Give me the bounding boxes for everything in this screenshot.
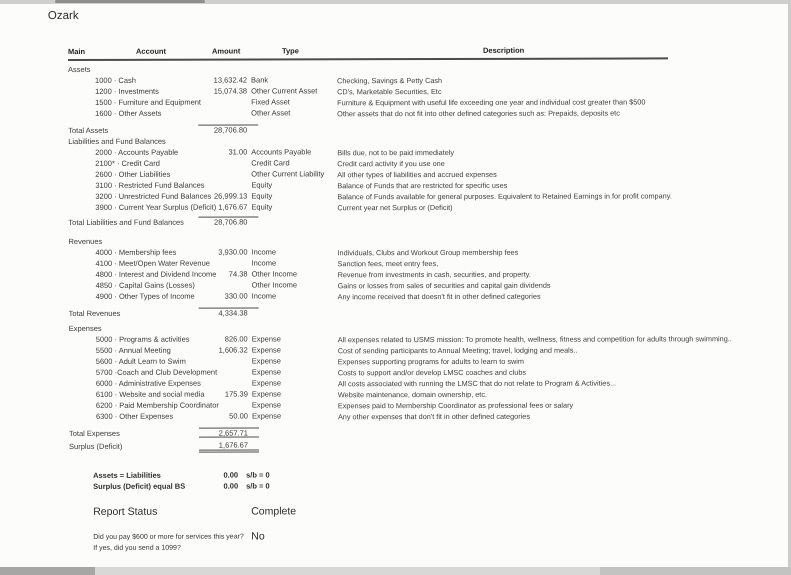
surplus-label: Surplus (Deficit) <box>69 441 123 451</box>
total-row-liabilities <box>0 215 791 228</box>
surplus-row <box>1 439 791 452</box>
balance-check-row <box>1 479 791 492</box>
type-cell: Credit Card <box>251 158 290 168</box>
account-cell: 6200 · Paid Membership Coordinator <box>95 400 219 410</box>
type-cell: Other Current Liability <box>251 169 325 179</box>
page-title: Ozark <box>47 9 79 23</box>
section-label: Assets <box>68 64 91 74</box>
description-cell: Website maintenance, domain ownership, etc. <box>337 389 488 399</box>
type-cell: Expense <box>251 334 281 344</box>
description-cell: Expenses paid to Membership Coordinator as professional fees or salary <box>337 400 574 410</box>
question-row <box>1 542 791 555</box>
account-cell: 5600 · Adult Learn to Swim <box>95 356 186 366</box>
column-header-amount: Amount <box>211 46 241 56</box>
type-cell: Equity <box>251 202 273 212</box>
report-status-label: Report Status <box>93 505 158 518</box>
description-cell: Balance of Funds available for general purposes. Equivalent to Retained Earnings in for profit company. <box>337 190 672 201</box>
amount-cell: 175.39 <box>224 389 248 399</box>
account-cell: 6000 · Administrative Expenses <box>95 378 201 388</box>
account-cell: 5000 · Programs & activities <box>95 334 190 344</box>
type-cell: Other Income <box>251 269 298 279</box>
section-label: Expenses <box>68 323 102 333</box>
account-row <box>0 200 791 213</box>
amount-cell: 3,930.00 <box>218 247 248 257</box>
description-cell: All costs associated with running the LMSC that do not relate to Program & Activities... <box>337 378 617 388</box>
description-cell: All other types of liabilities and accrued expenses <box>337 169 497 179</box>
description-cell: Sanction fees, meet entry fees, <box>337 258 439 268</box>
amount-cell: 1,676.67 <box>218 202 248 212</box>
amount-cell: 26,999.13 <box>213 191 248 201</box>
surplus-amount: 1,676.67 <box>199 440 259 450</box>
type-cell: Other Asset <box>251 108 291 118</box>
scan-edge-bottom-left <box>0 567 95 575</box>
account-cell: 2600 · Other Liabilities <box>95 169 171 179</box>
account-row <box>0 106 791 119</box>
section-label: Revenues <box>68 236 103 246</box>
accounts-table <box>0 62 791 555</box>
description-cell: Balance of Funds that are restricted for specific uses <box>337 180 508 190</box>
column-header-description: Description <box>482 45 525 55</box>
scan-edge-bottom-mid <box>95 568 600 575</box>
description-cell: Cost of sending participants to Annual Meeting; travel, lodging and meals.. <box>337 345 578 355</box>
account-cell: 4900 · Other Types of Income <box>95 291 195 301</box>
amount-cell: 1,606.32 <box>218 345 248 355</box>
type-cell: Equity <box>251 191 273 201</box>
description-cell: Individuals, Clubs and Workout Group membership fees <box>337 247 519 257</box>
type-cell: Bank <box>251 75 269 85</box>
account-cell: 1500 · Furniture and Equipment <box>95 97 202 107</box>
column-header-account: Account <box>135 46 166 56</box>
account-cell: 5500 · Annual Meeting <box>95 345 171 355</box>
type-cell: Income <box>251 291 277 301</box>
amount-cell: 330.00 <box>224 291 248 301</box>
description-cell: Costs to support and/or develop LMSC coaches and clubs <box>337 367 527 377</box>
check-amount: 0.00 <box>223 470 239 480</box>
amount-cell: 31.00 <box>228 147 248 157</box>
account-cell: 4800 · Interest and Dividend Income <box>95 269 217 279</box>
account-cell: 3900 · Current Year Surplus (Deficit) <box>95 202 217 212</box>
description-cell: Bills due, not to be paid immediately <box>337 147 455 157</box>
description-cell: Any other expenses that don't fit in other defined categories <box>337 411 530 421</box>
description-cell: Checking, Savings & Petty Cash <box>337 75 443 85</box>
account-cell: 1600 · Other Assets <box>95 108 162 118</box>
description-cell: Credit card activity if you use one <box>337 158 445 168</box>
description-cell: Any income received that doesn't fit in other defined categories <box>337 291 541 301</box>
check-note: s/b = 0 <box>246 470 270 480</box>
amount-cell: 826.00 <box>224 334 248 344</box>
account-cell: 3200 · Unrestricted Fund Balances <box>95 191 212 201</box>
type-cell: Income <box>251 247 277 257</box>
check-label: Surplus (Deficit) equal BS <box>93 481 186 491</box>
description-cell: Current year net Surplus or (Deficit) <box>337 202 453 212</box>
account-row <box>1 289 791 302</box>
header-rule <box>68 57 668 61</box>
total-amount: 4,334.38 <box>199 307 259 317</box>
account-cell: 6300 · Other Expenses <box>95 411 174 421</box>
account-cell: 1000 · Cash <box>95 75 136 85</box>
account-cell: 4100 · Meet/Open Water Revenue <box>95 258 210 268</box>
type-cell: Income <box>251 258 277 268</box>
amount-cell: 13,632.42 <box>213 75 248 85</box>
description-cell: Gains or losses from sales of securities and capital gain dividends <box>337 280 551 290</box>
account-cell: 3100 · Restricted Fund Balances <box>95 180 205 190</box>
account-cell: 5700 ·Coach and Club Development <box>95 367 218 377</box>
total-label: Total Liabilities and Fund Balances <box>68 217 184 227</box>
description-cell: Expenses supporting programs for adults to learn to swim <box>337 356 524 366</box>
type-cell: Expense <box>251 345 281 355</box>
report-status-value: Complete <box>251 505 297 518</box>
type-cell: Expense <box>251 411 282 421</box>
type-cell: Accounts Payable <box>251 147 312 157</box>
amount-cell: 74.38 <box>228 269 248 279</box>
total-label: Total Expenses <box>68 428 120 438</box>
description-cell: CD's, Marketable Securities, Etc <box>337 86 442 96</box>
total-row-expenses <box>1 426 791 439</box>
account-cell: 6100 · Website and social media <box>95 389 205 399</box>
section-label: Liabilities and Fund Balances <box>68 136 166 146</box>
question-label: Did you pay $600 or more for services this year? <box>93 533 244 541</box>
type-cell: Expense <box>251 356 281 366</box>
account-row <box>1 409 791 422</box>
total-amount: 28,706.80 <box>198 124 258 134</box>
total-label: Total Assets <box>68 125 109 135</box>
account-cell: 4850 · Capital Gains (Losses) <box>95 280 195 290</box>
total-label: Total Revenues <box>68 308 121 318</box>
type-cell: Expense <box>251 378 282 388</box>
type-cell: Expense <box>251 400 282 410</box>
account-cell: 2100* · Credit Card <box>95 158 160 168</box>
report-status-row <box>1 504 791 520</box>
type-cell: Equity <box>251 180 273 190</box>
question-label: If yes, did you send a 1099? <box>93 544 181 552</box>
description-cell: Furniture & Equipment with useful life exceeding one year and individual cost greater than $500 <box>337 96 646 107</box>
type-cell: Other Current Asset <box>251 86 318 96</box>
total-row-revenues <box>1 306 791 319</box>
account-cell: 4000 · Membership fees <box>95 247 177 257</box>
type-cell: Expense <box>251 367 282 377</box>
scan-edge-bottom-right <box>600 567 791 575</box>
description-cell: All expenses related to USMS mission: To promote health, wellness, fitness and competition for adults through swimming.. <box>337 333 732 344</box>
check-amount: 0.00 <box>223 481 239 491</box>
account-cell: 2000 · Accounts Payable <box>95 147 179 157</box>
type-cell: Expense <box>251 389 282 399</box>
column-header-type: Type <box>281 46 299 56</box>
amount-cell: 50.00 <box>229 411 248 421</box>
check-note: s/b = 0 <box>246 481 270 491</box>
question-answer: No <box>251 530 265 543</box>
total-amount: 2,657.71 <box>199 427 259 437</box>
total-amount: 28,706.80 <box>198 216 258 226</box>
check-label: Assets = Liabilities <box>93 470 161 480</box>
amount-cell: 15,074.38 <box>213 86 248 96</box>
column-header-main: Main <box>67 46 86 56</box>
description-cell: Revenue from investments in cash, securities, and property. <box>337 269 531 279</box>
type-cell: Other Income <box>251 280 298 290</box>
account-cell: 1200 · Investments <box>95 86 159 96</box>
type-cell: Fixed Asset <box>251 97 290 107</box>
description-cell: Other assets that do not fit into other defined categories such as: Prepaids, deposits etc <box>337 108 620 118</box>
